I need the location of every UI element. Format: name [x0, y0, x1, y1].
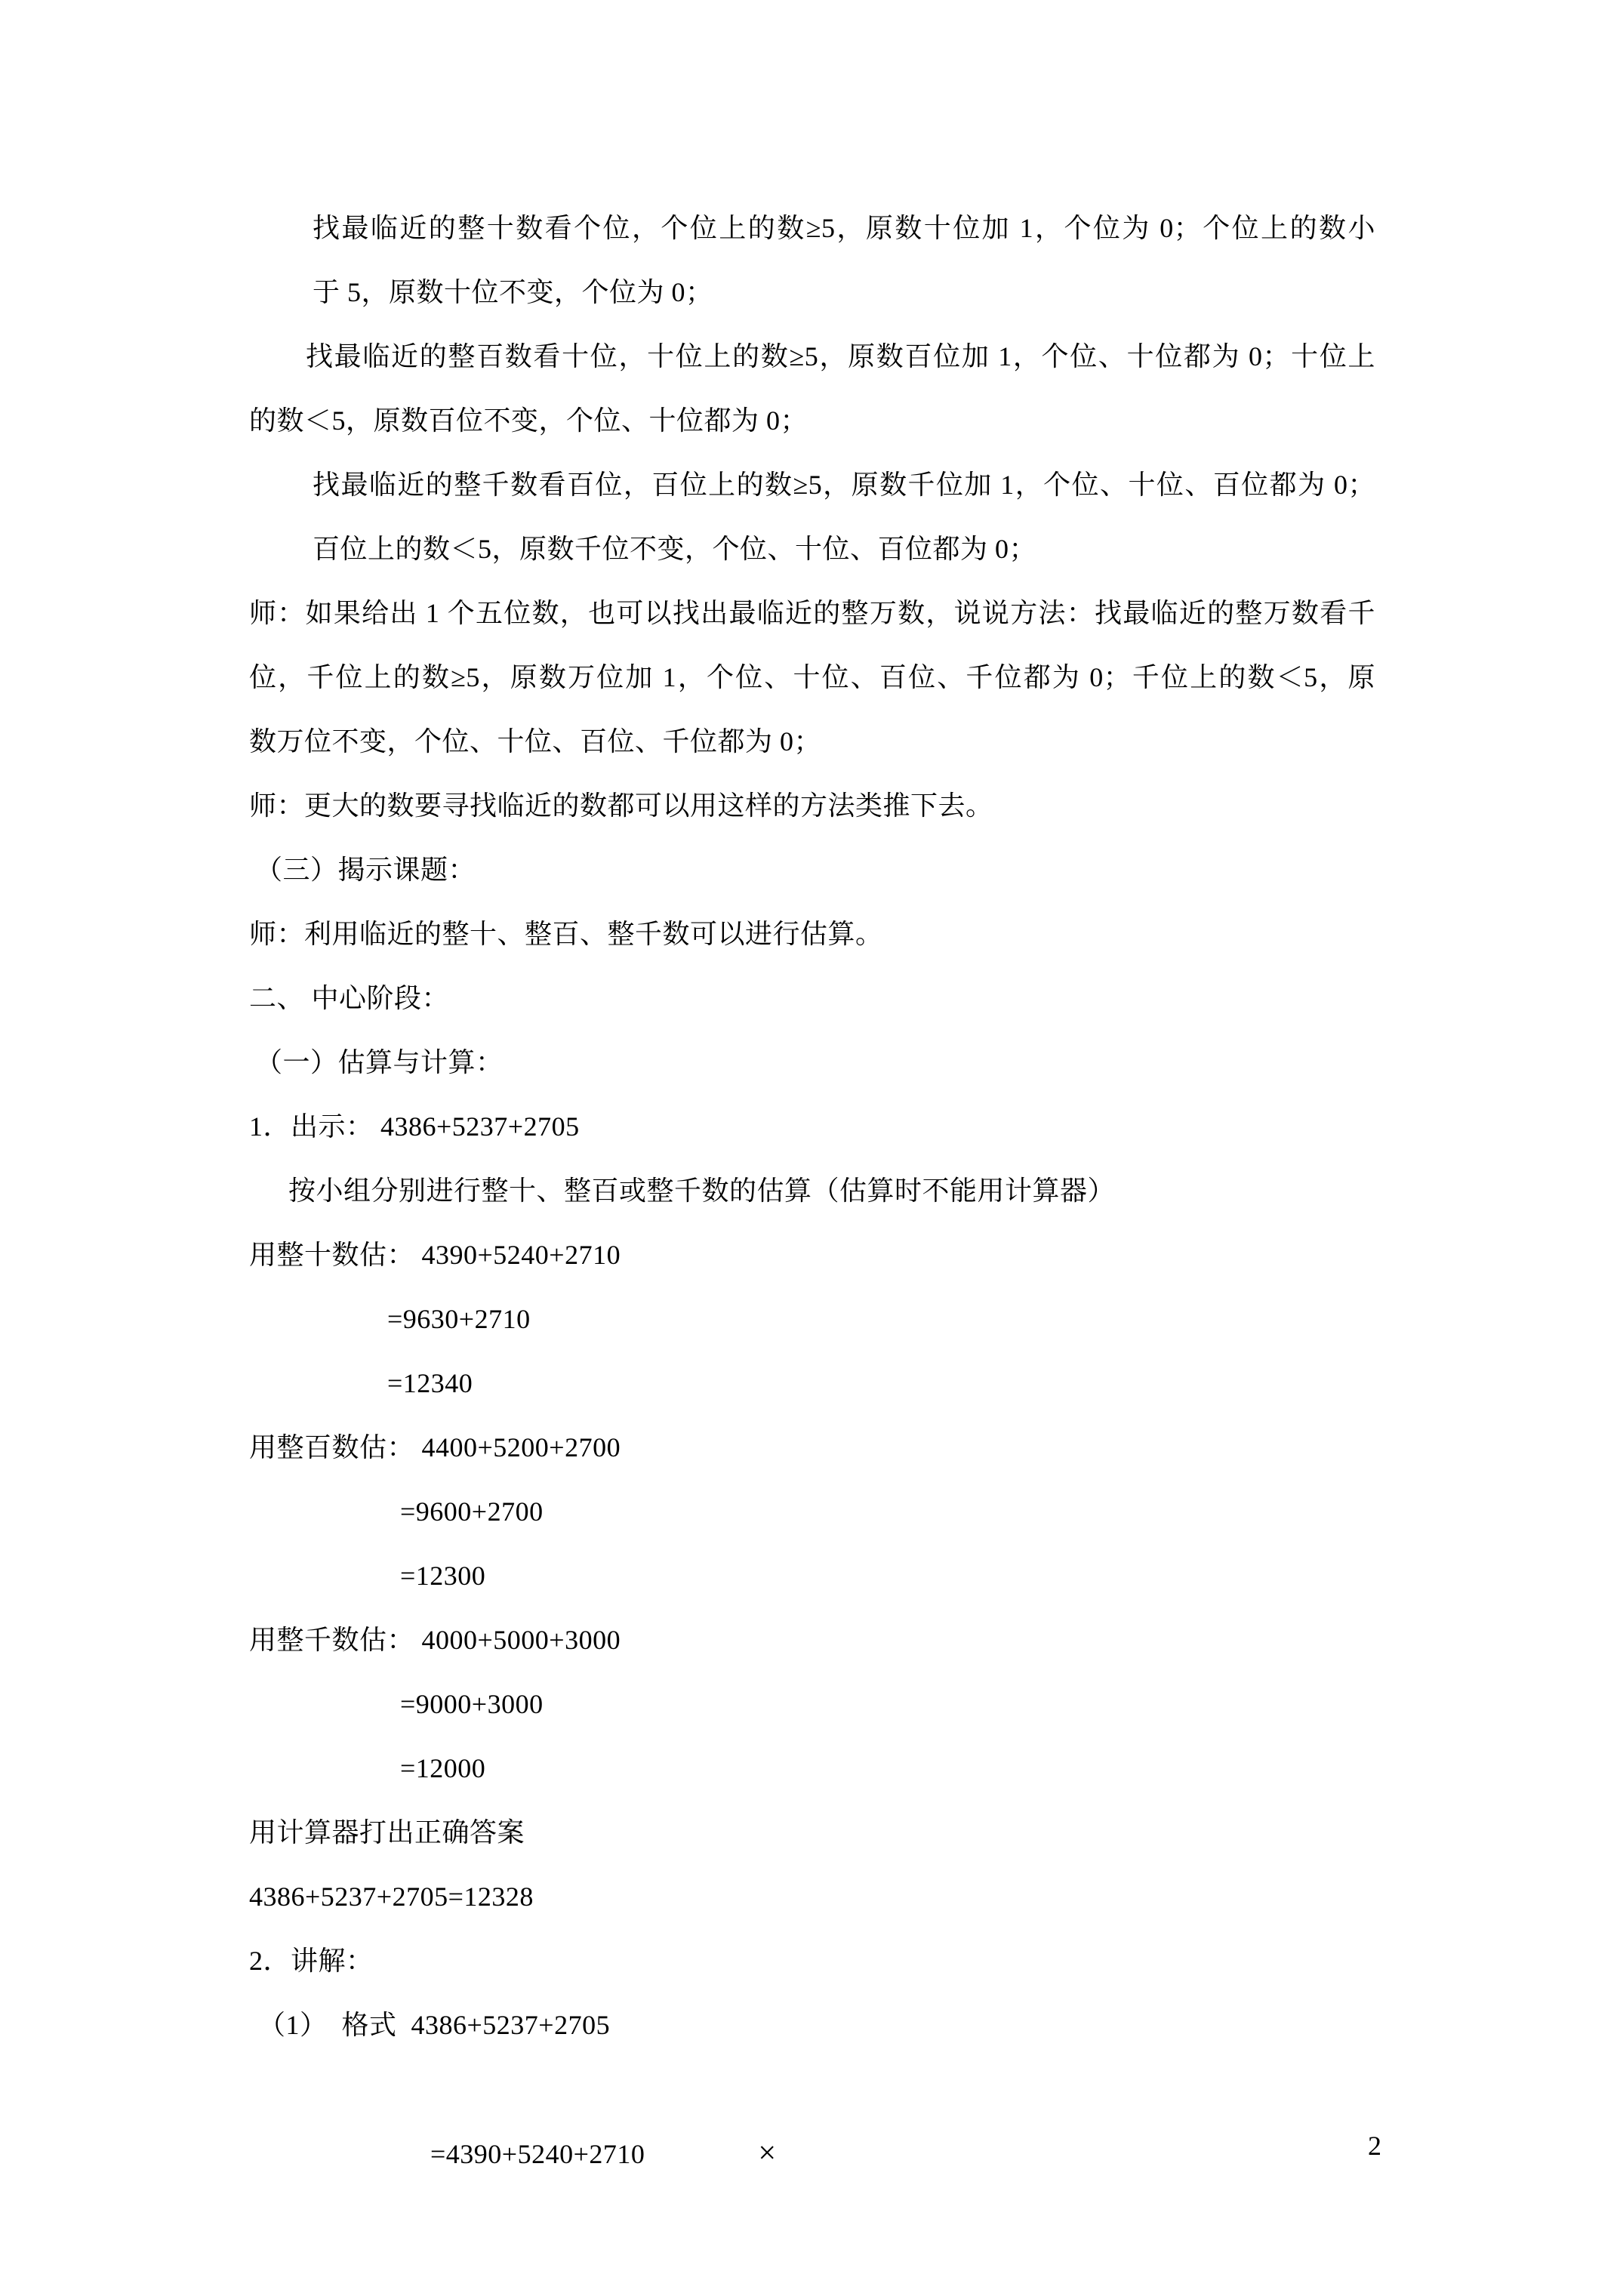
text-line: 师：利用临近的整十、整百、整千数可以进行估算。 — [249, 919, 883, 949]
equation-line: =9630+2710 — [387, 1304, 531, 1334]
text-line: 用整十数估： 4390+5240+2710 — [249, 1240, 621, 1270]
text-line: 用整千数估： 4000+5000+3000 — [249, 1625, 621, 1655]
text-line: 数万位不变，个位、十位、百位、千位都为 0； — [249, 726, 822, 757]
document-body — [249, 196, 1375, 2171]
text-line: 师：如果给出 1 个五位数，也可以找出最临近的整万数，说说方法：找最临近的整万数看千 — [249, 598, 1375, 628]
text-line: 1．出示： 4386+5237+2705 — [249, 1111, 580, 1142]
section-heading: （一）估算与计算： — [255, 1047, 504, 1077]
page-number: 2 — [1368, 2131, 1381, 2161]
text-line: 用计算器打出正确答案 — [249, 1817, 525, 1848]
text-line: 找最临近的整百数看十位，十位上的数≥5，原数百位加 1，个位、十位都为 0；十位上 — [306, 341, 1375, 371]
text-line: 位，千位上的数≥5，原数万位加 1，个位、十位、百位、千位都为 0；千位上的数＜5，原 — [249, 662, 1375, 692]
equation-line: =12340 — [387, 1368, 473, 1398]
equation-line: =9600+2700 — [400, 1496, 544, 1527]
text-line: 找最临近的整十数看个位，个位上的数≥5，原数十位加 1，个位为 0；个位上的数小 — [313, 213, 1375, 243]
text-line: 百位上的数＜5，原数千位不变，个位、十位、百位都为 0； — [313, 534, 1037, 564]
text-line: 找最临近的整千数看百位，百位上的数≥5，原数千位加 1，个位、十位、百位都为 0； — [313, 470, 1375, 500]
text-line: 师：更大的数要寻找临近的数都可以用这样的方法类推下去。 — [249, 791, 993, 821]
equation-line: =12000 — [400, 1753, 486, 1783]
text-line: 的数＜5，原数百位不变，个位、十位都为 0； — [249, 405, 808, 436]
section-heading: 二、 中心阶段： — [249, 983, 450, 1013]
equation-line: 4386+5237+2705=12328 — [249, 1881, 534, 1912]
equation-line — [387, 2057, 1375, 2171]
text-line: （1） 格式 4386+5237+2705 — [258, 2010, 611, 2040]
section-heading: （三）揭示课题： — [255, 855, 476, 885]
text-line: 2．讲解： — [249, 1946, 374, 1976]
text-line: 用整百数估： 4400+5200+2700 — [249, 1432, 621, 1462]
text-line: 按小组分别进行整十、整百或整千数的估算（估算时不能用计算器） — [288, 1176, 1116, 1206]
equation-text: =4390+5240+2710 — [430, 2139, 645, 2169]
wrong-answer-cross-mark: × — [758, 2136, 777, 2171]
text-line: 于 5，原数十位不变，个位为 0； — [313, 277, 713, 307]
equation-line: =12300 — [400, 1561, 486, 1591]
equation-line: =9000+3000 — [400, 1689, 544, 1719]
